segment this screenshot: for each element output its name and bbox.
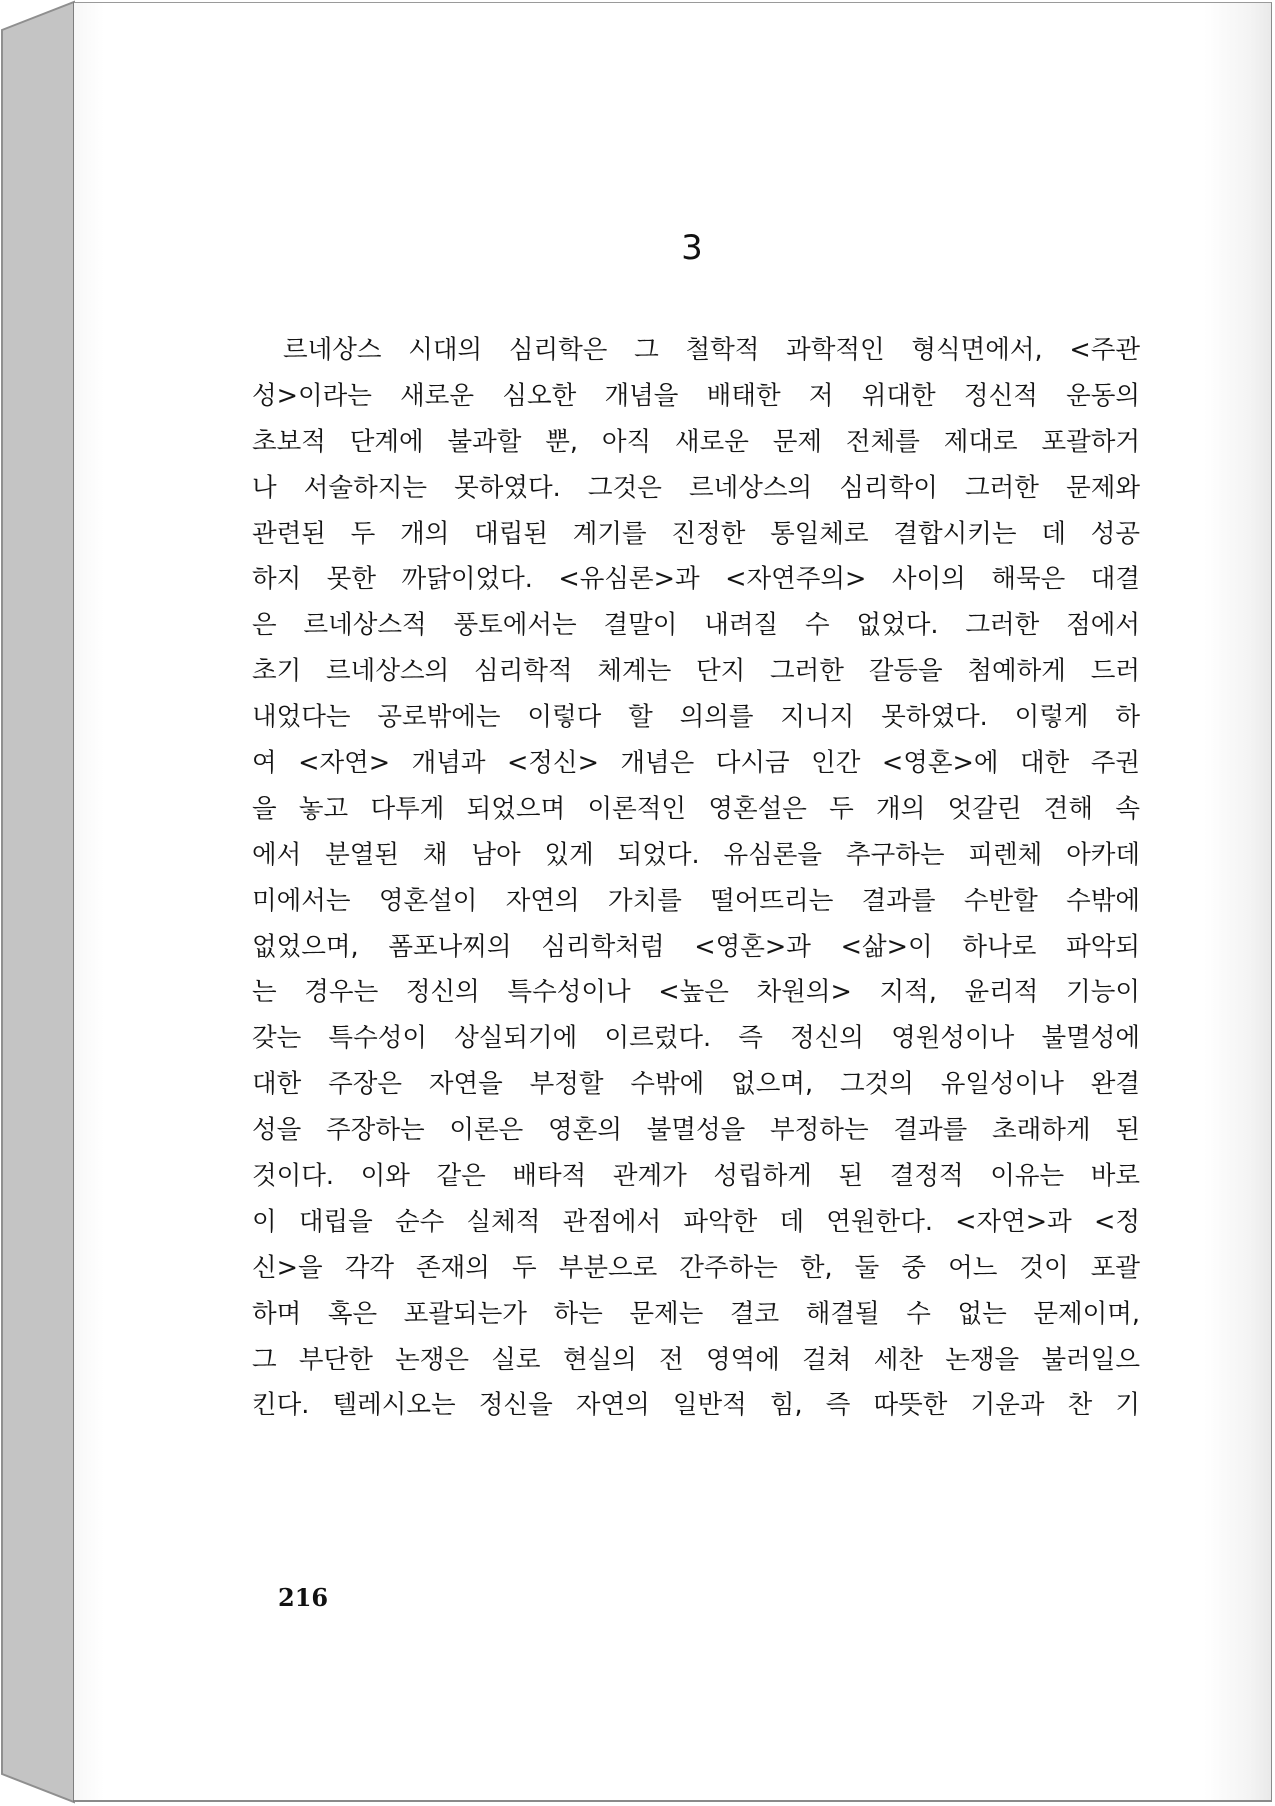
text-line: 여 <자연> 개념과 <정신> 개념은 다시금 인간 <영혼>에 대한 주권 — [252, 748, 1140, 779]
text-line: 성을 주장하는 이론은 영혼의 불멸성을 부정하는 결과를 초래하게 된 — [252, 1115, 1140, 1146]
text-line: 초기 르네상스의 심리학적 체계는 단지 그러한 갈등을 첨예하게 드러 — [252, 656, 1140, 687]
text-line: 대한 주장은 자연을 부정할 수밖에 없으며, 그것의 유일성이나 완결 — [252, 1069, 1140, 1100]
text-line: 관련된 두 개의 대립된 계기를 진정한 통일체로 결합시키는 데 성공 — [252, 518, 1140, 549]
text-line: 미에서는 영혼설이 자연의 가치를 떨어뜨리는 결과를 수반할 수밖에 — [252, 885, 1140, 916]
text-line: 이 대립을 순수 실체적 관점에서 파악한 데 연원한다. <자연>과 <정 — [252, 1206, 1140, 1237]
text-line: 성>이라는 새로운 심오한 개념을 배태한 저 위대한 정신적 운동의 — [252, 380, 1140, 411]
text-line: 그 부단한 논쟁은 실로 현실의 전 영역에 걸쳐 세찬 논쟁을 불러일으 — [252, 1344, 1140, 1375]
text-line: 나 서술하지는 못하였다. 그것은 르네상스의 심리학이 그러한 문제와 — [252, 472, 1140, 503]
text-line: 없었으며, 폼포나찌의 심리학처럼 <영혼>과 <삶>이 하나로 파악되 — [252, 931, 1140, 962]
text-line: 것이다. 이와 같은 배타적 관계가 성립하게 된 결정적 이유는 바로 — [252, 1161, 1140, 1192]
body-paragraph — [252, 328, 1140, 1429]
text-line: 르네상스 시대의 심리학은 그 철학적 과학적인 형식면에서, <주관 — [283, 335, 1140, 365]
text-line: 하며 혹은 포괄되는가 하는 문제는 결코 해결될 수 없는 문제이며, — [252, 1298, 1140, 1329]
book-spine — [0, 0, 80, 1806]
text-line: 초보적 단계에 불과할 뿐, 아직 새로운 문제 전체를 제대로 포괄하거 — [252, 426, 1140, 457]
text-line: 갖는 특수성이 상실되기에 이르렀다. 즉 정신의 영원성이나 불멸성에 — [252, 1023, 1140, 1054]
text-line: 는 경우는 정신의 특수성이나 <높은 차원의> 지적, 윤리적 기능이 — [252, 977, 1140, 1008]
text-line: 은 르네상스적 풍토에서는 결말이 내려질 수 없었다. 그러한 점에서 — [252, 610, 1140, 641]
text-line: 신>을 각각 존재의 두 부분으로 간주하는 한, 둘 중 어느 것이 포괄 — [252, 1252, 1140, 1283]
text-line: 킨다. 텔레시오는 정신을 자연의 일반적 힘, 즉 따뜻한 기운과 찬 기 — [252, 1390, 1140, 1421]
text-line: 하지 못한 까닭이었다. <유심론>과 <자연주의> 사이의 해묵은 대결 — [252, 564, 1140, 595]
text-line: 을 놓고 다투게 되었으며 이론적인 영혼설은 두 개의 엇갈린 견해 속 — [252, 793, 1140, 824]
page-number: 216 — [278, 1583, 329, 1612]
chapter-number: 3 — [681, 228, 703, 268]
text-line: 내었다는 공로밖에는 이렇다 할 의의를 지니지 못하였다. 이렇게 하 — [252, 702, 1140, 733]
text-line: 에서 분열된 채 남아 있게 되었다. 유심론을 추구하는 피렌체 아카데 — [252, 839, 1140, 870]
